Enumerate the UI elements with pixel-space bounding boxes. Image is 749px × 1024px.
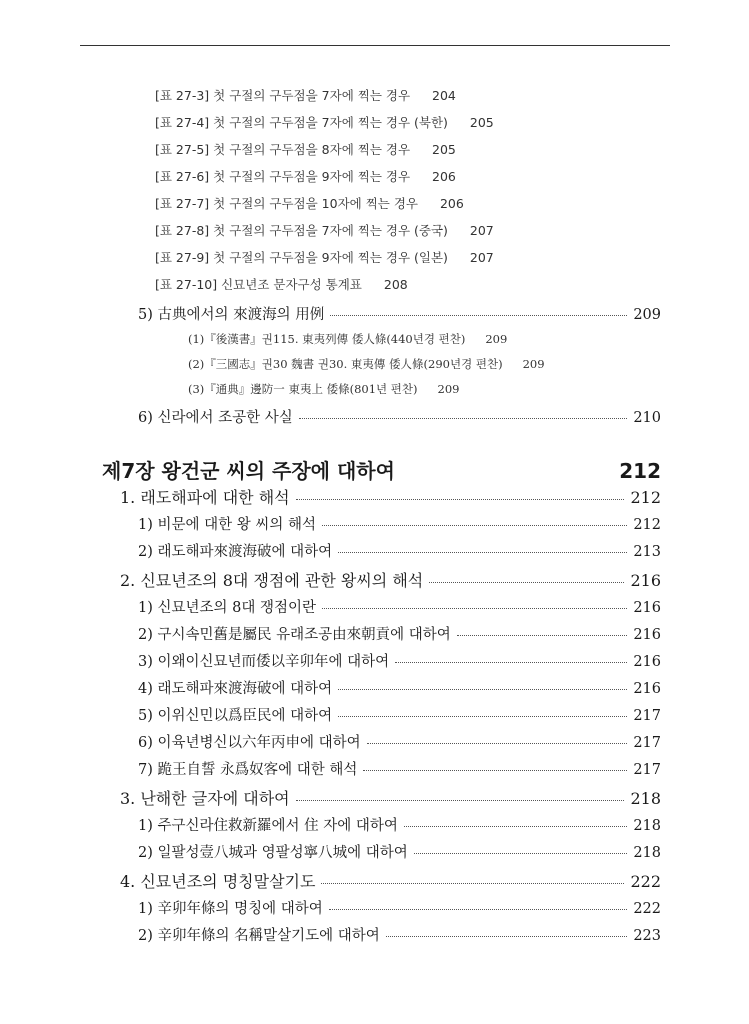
dot-leader <box>321 883 624 884</box>
header-rule <box>80 45 670 46</box>
chapter-heading: 제7장 왕건군 씨의 주장에 대하여 212 <box>102 459 661 483</box>
dot-leader <box>367 743 628 744</box>
dot-leader <box>363 770 627 771</box>
toc-part: 2. 신묘년조의 8대 쟁점에 관한 왕씨의 해석 216 <box>120 571 661 590</box>
dot-leader <box>404 826 627 827</box>
toc-entry: 6) 이육년병신以六年丙申에 대하여 217 <box>138 735 661 751</box>
dot-leader <box>386 936 628 937</box>
toc-entry: 2) 구시속민舊是屬民 유래조공由來朝貢에 대하여 216 <box>138 627 661 643</box>
dot-leader <box>322 608 627 609</box>
toc-entry: 1) 비문에 대한 왕 씨의 해석 212 <box>138 517 661 533</box>
toc-table-entry: [표 27-4] 첫 구절의 구두점을 7자에 찍는 경우 (북한) 205 <box>155 115 494 130</box>
dot-leader <box>414 853 628 854</box>
dot-leader <box>338 716 627 717</box>
dot-leader <box>395 662 627 663</box>
toc-entry: 2) 辛卯年條의 名稱말살기도에 대하여 223 <box>138 928 661 944</box>
toc-subentry: (3)『通典』邊防一 東夷上 倭條(801년 편찬) 209 <box>188 382 460 396</box>
toc-entry: 5) 이위신민以爲臣民에 대하여 217 <box>138 708 661 724</box>
toc-table-entry: [표 27-5] 첫 구절의 구두점을 8자에 찍는 경우 205 <box>155 142 456 157</box>
toc-table-entry: [표 27-10] 신묘년조 문자구성 통계표 208 <box>155 277 408 292</box>
toc-entry: 7) 跪王自誓 永爲奴客에 대한 해석 217 <box>138 762 661 778</box>
toc-entry: 4) 래도해파來渡海破에 대하여 216 <box>138 681 661 697</box>
toc-entry: 1) 辛卯年條의 명칭에 대하여 222 <box>138 901 661 917</box>
dot-leader <box>338 552 627 553</box>
toc-subentry: (1)『後漢書』권115. 東夷列傳 倭人條(440년경 편찬) 209 <box>188 332 508 346</box>
toc-table-entry: [표 27-8] 첫 구절의 구두점을 7자에 찍는 경우 (중국) 207 <box>155 223 494 238</box>
toc-entry: 1) 신묘년조의 8대 쟁점이란 216 <box>138 600 661 616</box>
toc-part: 3. 난해한 글자에 대하여 218 <box>120 789 661 808</box>
dot-leader <box>457 635 628 636</box>
toc-table-entry: [표 27-6] 첫 구절의 구두점을 9자에 찍는 경우 206 <box>155 169 456 184</box>
dot-leader <box>296 499 625 500</box>
toc-part: 4. 신묘년조의 명칭말살기도 222 <box>120 872 661 891</box>
toc-table-entry: [표 27-9] 첫 구절의 구두점을 9자에 찍는 경우 (일본) 207 <box>155 250 494 265</box>
dot-leader <box>338 689 627 690</box>
toc-table-entry: [표 27-3] 첫 구절의 구두점을 7자에 찍는 경우 204 <box>155 88 456 103</box>
dot-leader <box>322 525 627 526</box>
toc-entry: 5) 古典에서의 來渡海의 用例 209 <box>138 307 661 323</box>
toc-entry: 2) 일팔성壹八城과 영팔성寧八城에 대하여 218 <box>138 845 661 861</box>
toc-entry: 1) 주구신라住救新羅에서 住 자에 대하여 218 <box>138 818 661 834</box>
dot-leader <box>330 315 627 316</box>
toc-entry: 6) 신라에서 조공한 사실 210 <box>138 410 661 426</box>
toc-subentry: (2)『三國志』권30 魏書 권30. 東夷傳 倭人條(290년경 편찬) 209 <box>188 357 545 371</box>
dot-leader <box>329 909 628 910</box>
toc-part: 1. 래도해파에 대한 해석 212 <box>120 488 661 507</box>
toc-table-entry: [표 27-7] 첫 구절의 구두점을 10자에 찍는 경우 206 <box>155 196 464 211</box>
toc-entry: 2) 래도해파來渡海破에 대하여 213 <box>138 544 661 560</box>
dot-leader <box>429 582 624 583</box>
toc-entry: 3) 이왜이신묘년而倭以辛卯年에 대하여 216 <box>138 654 661 670</box>
dot-leader <box>299 418 628 419</box>
dot-leader <box>296 800 625 801</box>
